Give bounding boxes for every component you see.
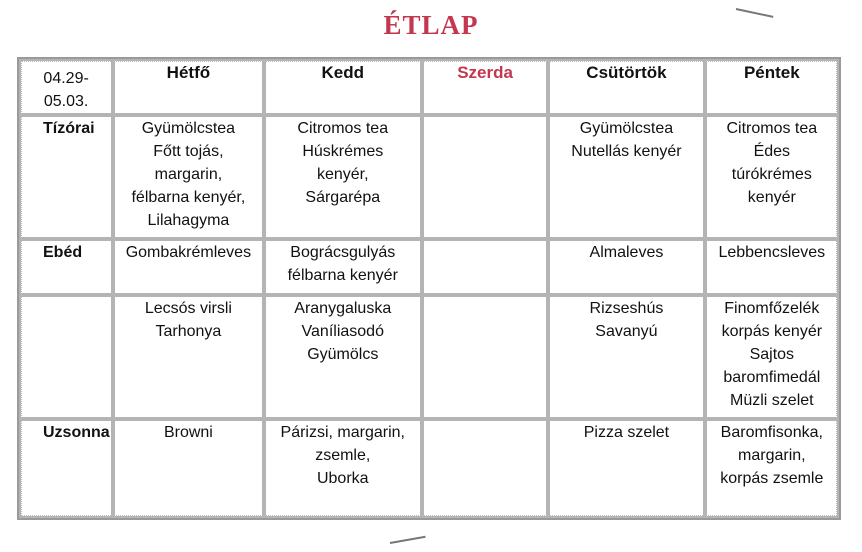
menu-cell xyxy=(113,419,263,518)
menu-item: Müzli szelet xyxy=(730,392,814,409)
menu-item: margarin, xyxy=(154,166,223,183)
menu-item: Finomfőzelék xyxy=(724,300,820,317)
date-end: 05.03. xyxy=(43,93,89,110)
date-start: 04.29- xyxy=(43,70,89,87)
menu-item: Édes xyxy=(753,143,791,160)
menu-item: Vaníliasodó xyxy=(301,323,384,340)
menu-item: Gyümölcs xyxy=(307,346,379,363)
menu-item: Sajtos xyxy=(749,346,795,363)
day-header-wednesday: Szerda xyxy=(422,59,548,115)
menu-item: Aranygaluska xyxy=(294,300,392,317)
day-header-monday: Hétfő xyxy=(113,59,263,115)
menu-cell xyxy=(548,239,704,295)
day-header-friday: Péntek xyxy=(705,59,839,115)
menu-item: korpás kenyér xyxy=(721,323,823,340)
meal-label xyxy=(19,295,113,419)
menu-cell xyxy=(548,295,704,419)
menu-cell xyxy=(705,295,839,419)
header-row xyxy=(19,59,839,115)
menu-item: Browni xyxy=(163,424,213,441)
menu-cell xyxy=(264,115,422,239)
date-range-cell xyxy=(19,59,113,115)
menu-item: Lebbencsleves xyxy=(718,244,826,261)
menu-item: Párizsi, margarin, xyxy=(280,424,405,441)
menu-item: Tarhonya xyxy=(155,323,222,340)
menu-cell xyxy=(705,239,839,295)
menu-cell xyxy=(422,419,548,518)
menu-row-ebed-main xyxy=(19,295,839,419)
scan-mark-bottom xyxy=(390,536,426,544)
menu-row-ebed xyxy=(19,239,839,295)
menu-item: Rizseshús xyxy=(589,300,664,317)
day-header-thursday: Csütörtök xyxy=(548,59,704,115)
menu-item: túrókrémes xyxy=(731,166,812,183)
menu-item: Uborka xyxy=(316,470,369,487)
menu-cell xyxy=(264,419,422,518)
menu-cell xyxy=(264,295,422,419)
menu-item: zsemle, xyxy=(315,447,371,464)
page-title: ÉTLAP xyxy=(383,10,479,40)
menu-item: Gyümölcstea xyxy=(141,120,236,137)
menu-item: margarin, xyxy=(738,447,806,464)
menu-item: félbarna kenyér, xyxy=(131,189,246,206)
menu-item: kenyér xyxy=(747,189,796,206)
menu-item: Citromos tea xyxy=(297,120,389,137)
menu-cell xyxy=(113,239,263,295)
menu-item: Lecsós virsli xyxy=(144,300,232,317)
menu-item: Pizza szelet xyxy=(583,424,670,441)
menu-table xyxy=(17,57,841,520)
menu-item: Almaleves xyxy=(589,244,664,261)
meal-label: Tízórai xyxy=(19,115,113,239)
menu-cell xyxy=(705,115,839,239)
menu-item: félbarna kenyér xyxy=(287,267,398,284)
menu-item: Citromos tea xyxy=(726,120,818,137)
menu-cell xyxy=(705,419,839,518)
menu-item: Lilahagyma xyxy=(147,212,230,229)
menu-item: Gombakrémleves xyxy=(125,244,252,261)
menu-cell xyxy=(422,115,548,239)
menu-item: Bográcsgulyás xyxy=(290,244,396,261)
meal-label: Ebéd xyxy=(19,239,113,295)
menu-cell xyxy=(548,419,704,518)
menu-cell xyxy=(113,115,263,239)
menu-item: kenyér, xyxy=(316,166,369,183)
menu-cell xyxy=(422,239,548,295)
menu-row-tizorai xyxy=(19,115,839,239)
menu-item: Főtt tojás, xyxy=(153,143,224,160)
menu-item: baromfimedál xyxy=(723,369,821,386)
menu-cell xyxy=(548,115,704,239)
menu-item: korpás zsemle xyxy=(720,470,824,487)
menu-item: Savanyú xyxy=(595,323,658,340)
menu-item: Nutellás kenyér xyxy=(571,143,682,160)
menu-item: Baromfisonka, xyxy=(720,424,823,441)
day-header-tuesday: Kedd xyxy=(264,59,422,115)
menu-cell xyxy=(113,295,263,419)
meal-label: Uzsonna xyxy=(19,419,113,518)
menu-item: Gyümölcstea xyxy=(579,120,674,137)
menu-item: Húskrémes xyxy=(302,143,384,160)
menu-item: Sárgarépa xyxy=(305,189,381,206)
menu-cell xyxy=(264,239,422,295)
menu-row-uzsonna xyxy=(19,419,839,518)
menu-cell xyxy=(422,295,548,419)
